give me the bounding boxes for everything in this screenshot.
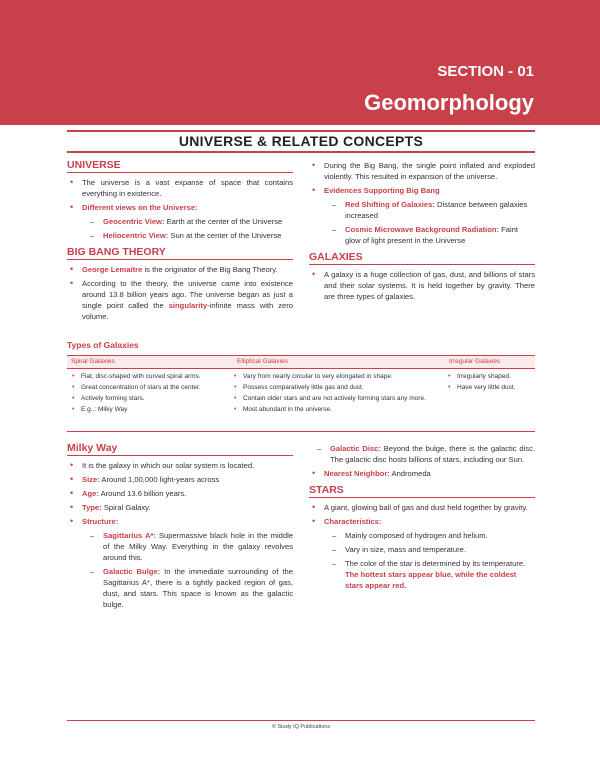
left-column-bottom: [67, 443, 293, 613]
list-item: • Size: Around 1,00,000 light-years across: [67, 474, 293, 485]
elliptical-list: [233, 372, 443, 416]
galaxies-list: [309, 269, 535, 302]
right-column-bottom: [309, 443, 535, 594]
list-item: • A giant, glowing ball of gas and dust held together by gravity.: [309, 502, 535, 513]
list-item: – Galactic Disc: Beyond the bulge, there is the galactic disc. The galactic disc hosts billions of stars, including our Sun.: [309, 443, 535, 465]
table-cell-item: • Have very little dust.: [447, 383, 535, 392]
header-elliptical: Elliptical Galaxies: [237, 358, 288, 365]
table-header-row: [67, 355, 535, 369]
list-item: – The color of the star is determined by its temperature. The hottest stars appear blue, while the coldest stars appear red.: [324, 558, 535, 591]
list-item: • Different views on the Universe: – Geocentric View: Earth at the center of the Universe – Heliocentric View: Sun at the center of the Universe: [67, 202, 293, 241]
table-cell-item: • Great concentration of stars at the center.: [71, 383, 231, 392]
section-banner: [0, 0, 600, 125]
heading-bottom-rule: [67, 151, 535, 153]
list-item: • Nearest Neighbor: Andromeda: [309, 468, 535, 479]
table-cell-item: • Contain older stars and are not actively forming stars any more.: [233, 394, 443, 403]
list-item: – Heliocentric View: Sun at the center of the Universe: [82, 230, 293, 241]
heading-top-rule: [67, 130, 535, 132]
milky-way-heading: Milky Way: [67, 443, 293, 456]
list-item: • Structure: – Sagittarius A*: Supermassive black hole in the middle of the Milky Way. Everything in the galaxy revolves around this. – Galactic Bulge: In the immediate surrounding of the Sagittarius A*, there is a tightly packed region of gas, dust, and stars. This space is known as the galactic bulge.: [67, 516, 293, 610]
list-item: – Galactic Bulge: In the immediate surrounding of the Sagittarius A*, there is a tightly packed region of gas, dust, and stars. This space is known as the galactic bulge.: [82, 566, 293, 610]
table-bottom-rule: [67, 431, 535, 432]
table-cell-item: • E.g.,: Milky Way: [71, 405, 231, 414]
irregular-list: [447, 372, 535, 394]
list-item: – Mainly composed of hydrogen and helium.: [324, 530, 535, 541]
table-cell-item: • Flat, disc-shaped with curved spiral arms.: [71, 372, 231, 381]
galaxies-heading: GALAXIES: [309, 252, 535, 265]
list-item: – Sagittarius A*: Supermassive black hole in the middle of the Milky Way. Everything in the galaxy revolves around this.: [82, 530, 293, 563]
list-item: • It is the galaxy in which our solar system is located.: [67, 460, 293, 471]
header-irregular: Irregular Galaxies: [449, 358, 501, 365]
big-bang-continued-list: [309, 160, 535, 246]
milky-way-continued-list: [309, 443, 535, 479]
table-cell-item: • Possess comparatively little gas and dust.: [233, 383, 443, 392]
universe-heading: UNIVERSE: [67, 160, 293, 173]
stars-list: [309, 502, 535, 591]
left-column-top: [67, 160, 293, 325]
header-spiral: Spiral Galaxies: [71, 358, 115, 365]
list-item: • During the Big Bang, the single point inflated and exploded violently. This resulted in expansion of the universe.: [309, 160, 535, 182]
table-cell-item: • Irregularly shaped.: [447, 372, 535, 381]
list-item: • Evidences Supporting Big Bang – Red Shifting of Galaxies: Distance between galaxies increased – Cosmic Microwave Background Radiation: Faint glow of light present in the Universe: [309, 185, 535, 246]
types-of-galaxies-title: Types of Galaxies: [67, 340, 139, 350]
list-item: • According to the theory, the universe came into existence around 13.8 billion years ago. The universe began as just a single point called the singularity-infinite mass with zero volume.: [67, 278, 293, 322]
list-item: – Cosmic Microwave Background Radiation: Faint glow of light present in the Universe: [324, 224, 535, 246]
section-number: SECTION - 01: [437, 63, 534, 80]
list-item: • George Lemaitre is the originator of the Big Bang Theory.: [67, 264, 293, 275]
list-item: • A galaxy is a huge collection of gas, dust, and billions of stars and their solar systems. It is held together by gravity. There are three types of galaxies.: [309, 269, 535, 302]
big-bang-list: [67, 264, 293, 322]
table-cell-item: • Most abundant in the universe.: [233, 405, 443, 414]
milky-way-list: [67, 460, 293, 610]
section-title: Geomorphology: [364, 90, 534, 115]
list-item: – Geocentric View: Earth at the center of the Universe: [82, 216, 293, 227]
list-item: – Vary in size, mass and temperature.: [324, 544, 535, 555]
list-item: – Red Shifting of Galaxies: Distance between galaxies increased: [324, 199, 535, 221]
table-cell-item: • Vary from nearly circular to very elongated in shape.: [233, 372, 443, 381]
list-item: • Type: Spiral Galaxy.: [67, 502, 293, 513]
list-item: • Age: Around 13.6 billion years.: [67, 488, 293, 499]
page-title: UNIVERSE & RELATED CONCEPTS: [178, 133, 424, 149]
stars-heading: STARS: [309, 485, 535, 498]
footer-rule: [67, 720, 535, 721]
right-column-top: [309, 160, 535, 305]
footer-copyright: © Study IQ Publications: [271, 724, 331, 730]
big-bang-heading: BIG BANG THEORY: [67, 247, 293, 260]
list-item: • Characteristics: – Mainly composed of hydrogen and helium. – Vary in size, mass and temperature. – The color of the star is determined by its temperature. The hottest stars appear blue, while the coldest stars appear red.: [309, 516, 535, 591]
table-cell-item: • Actively forming stars.: [71, 394, 231, 403]
galaxy-types-table: [67, 355, 535, 413]
universe-list: [67, 177, 293, 241]
list-item: • The universe is a vast expanse of space that contains everything in existence.: [67, 177, 293, 199]
spiral-list: [71, 372, 231, 416]
